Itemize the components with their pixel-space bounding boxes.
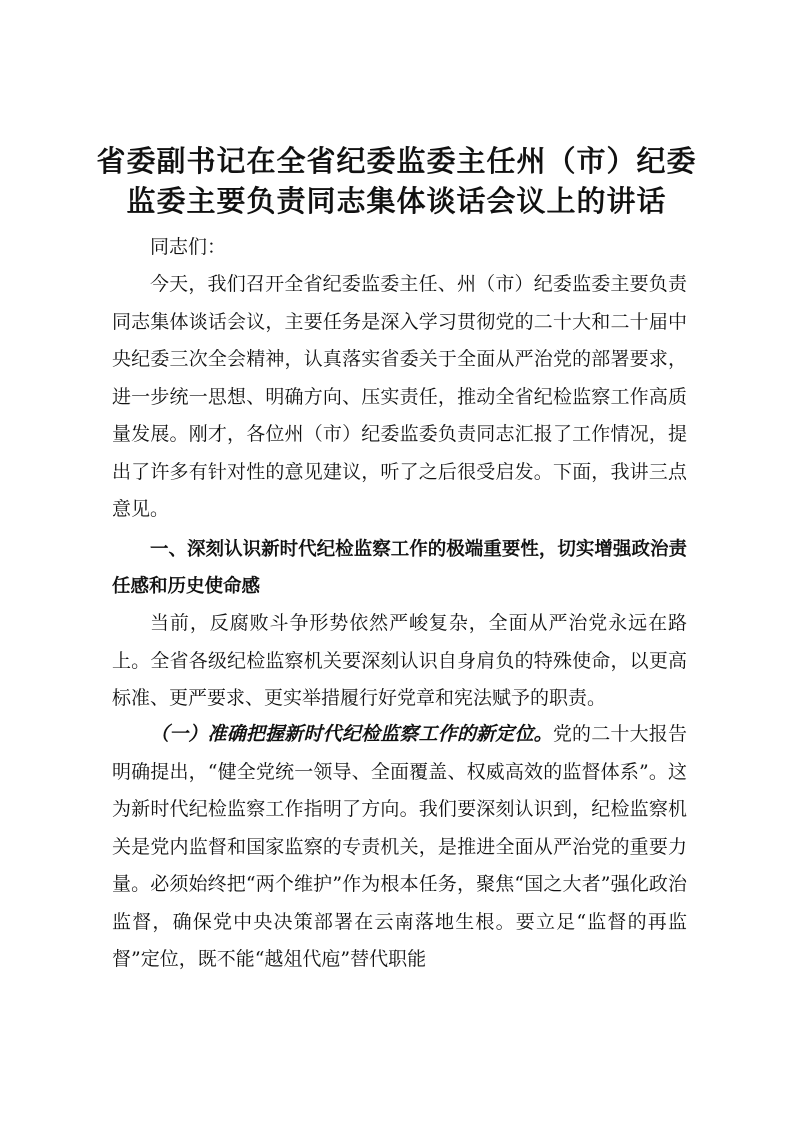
document-title-line-1: 省委副书记在全省纪委监委主任州（市）纪委: [96, 144, 697, 178]
section-1-paragraph: 当前，反腐败斗争形势依然严峻复杂，全面从严治党永远在路上。全省各级纪检监察机关要深刻认识自身肩负的特殊使命，以更高标准、更严要求、更实举措履行好党章和宪法赋予的职责。: [112, 612, 687, 709]
section-1-heading: 一、深刻认识新时代纪检监察工作的极端重要性，切实增强政治责任感和历史使命感: [112, 539, 687, 597]
subsection-1-lead: （一）准确把握新时代纪检监察工作的新定位。: [150, 723, 553, 745]
document-title-line-2: 监委主要负责同志集体谈话会议上的讲话: [126, 184, 667, 218]
subsection-1-body: 党的二十大报告明确提出，“健全党统一领导、全面覆盖、权威高效的监督体系”。这为新时代纪检监察工作指明了方向。我们要深刻认识到，纪检监察机关是党内监督和国家监察的专责机关，是推进全面从严治党的重要力量。必须始终把“两个维护”作为根本任务，聚焦“国之大者”强化政治监督，确保党中央决策部署在云南落地生根。要立足“监督的再监督”定位，既不能“越俎代庖”替代职能: [112, 723, 687, 970]
subsection-1-paragraph: [112, 716, 687, 979]
intro-paragraph: 今天，我们召开全省纪委监委主任、州（市）纪委监委主要负责同志集体谈话会议，主要任务是深入学习贯彻党的二十大和二十届中央纪委三次全会精神，认真落实省委关于全面从严治党的部署要求，进一步统一思想、明确方向、压实责任，推动全省纪检监察工作高质量发展。刚才，各位州（市）纪委监委负责同志汇报了工作情况，提出了许多有针对性的意见建议，听了之后很受启发。下面，我讲三点意见。: [112, 273, 687, 520]
greeting: 同志们：: [150, 236, 227, 258]
